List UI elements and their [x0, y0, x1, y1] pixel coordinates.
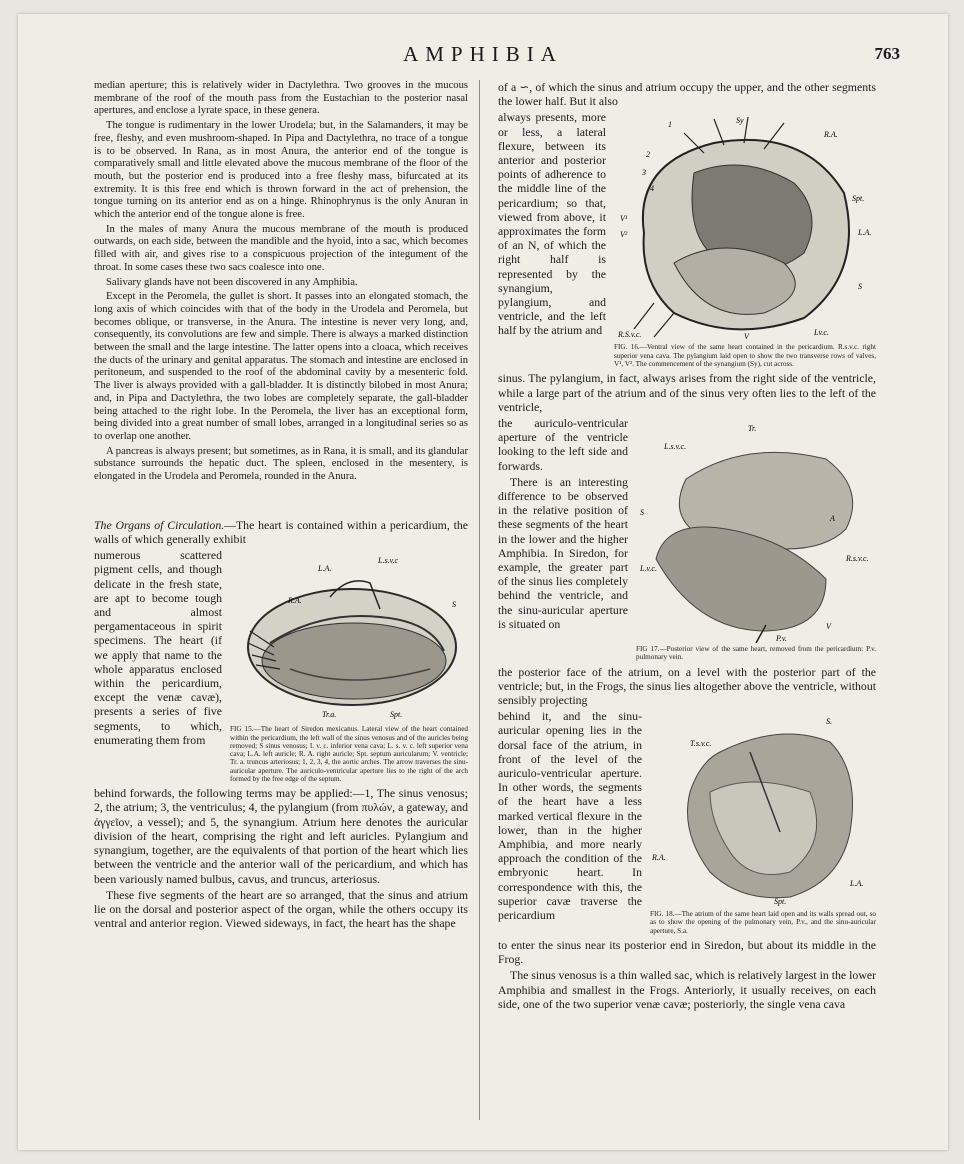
figure-15-caption: FIG 15.—The heart of Siredon mexicanus. Lateral view of the heart contained within the pericardium, the left wall of the sinus venosus and of the auricles being removed; S sinus venosus; I. v. c. inferior vena cava; L. s. v. c. left superior vena cava; L.A. left auricle; R. A. right auricle; Spt. septum auricularum; V. ventricle; Tr. a. truncus arteriosus; 1, 2, 3, 4, the aortic arches. The arrow traverses the sinu-auricular aperture. The auriculo-ventricular aperture lies to the right of the arch formed by the free edge of the septum. — [230, 725, 468, 783]
fig16-label: R.A. — [824, 130, 838, 140]
fig17-label: Tr. — [748, 423, 757, 433]
paragraph: Except in the Peromela, the gullet is short. It passes into an elongated stomach, the long axis of which coincides with that of the body in the Urodela and Peromela, but becomes oblique, or transverse, in the Anura. The intestine is never very long, and, consequently, its convolutions are few and simple. There is always a marked distinction between the small and the large intestine. The latter opens into a cloaca, which receives the ducts of the urinary and genital apparatus. The stomach and intestine are enclosed in peritoneum, and suspended to the roof of the abdominal cavity by a mesenteric fold. The liver is always provided with a gall-bladder. It is distinctly bilobed in most Anura; and, in Pipa and Dactylethra, the two lobes are completely separate, the gall-bladder being attached to the right lobe. In the Peromela, the liver has an exceptional form, being divided into a great number of small lobes, arranged in a longitudinal series so as to overlap one another. — [94, 291, 468, 442]
right-column — [498, 80, 876, 1013]
fig15-label: L.A. — [318, 564, 332, 574]
paragraph-head: —The heart is contained within a pericardium, the walls of which generally exhibit — [94, 517, 468, 546]
fig16-label: 1 — [668, 120, 672, 130]
fig17-label: L.v.c. — [640, 563, 657, 573]
fig17-label: L.s.v.c. — [664, 441, 687, 451]
paragraph: sinus. The pylangium, in fact, always arises from the right side of the ventricle, while a large part of the atrium and of the sinus very often lies to the left of the ventricle, — [498, 371, 876, 414]
paragraph: the auriculo-ventricular aperture of the ventricle looking to the left side and forwards. — [498, 415, 628, 473]
figure-15-illustration — [230, 551, 468, 723]
circulation-paragraph — [94, 518, 468, 546]
fig17-label: V — [826, 621, 831, 631]
paragraph: behind forwards, the following terms may be applied:—1, The sinus venosus; 2, the atrium; 3, the ventriculus; 4, the pylangium (from πυλών, a gateway, and ἀγγεῖον, a vessel); and 5, the synangium. Atrium here denotes the auricular division of the heart, comprising the right and left auricles. Pylangium and synangium, together, are the equivalents of that portion of the heart which lies between the ventricle and the anterior wall of the pericardium, and which has been variously named bulbus, cavus, and truncus, arteriosus. — [94, 786, 468, 886]
paragraph: behind it, and the sinu-auricular opening lies in the dorsal face of the atrium, in front of the level of the auriculo-ventricular aperture. In other words, the segments of the heart have a less marked vertical flexure in the lower, than in the higher Amphibia, and more nearly approach the condition of the embryonic heart. In correspondence with this, the superior cavæ traverse the pericardium — [498, 709, 642, 922]
paragraph: always presents, more or less, a lateral flexure, between its anterior and posterior points of adherence to the middle line of the pericardium; so that, viewed from above, it approximates the form of an N, of which the right half is represented by the synangium, pylangium, and ventricle, and the left half by the atrium and — [498, 110, 606, 338]
figure-18-illustration — [650, 712, 876, 908]
section-heading: The Organs of Circulation. — [94, 517, 225, 532]
paragraph: There is an interesting difference to be observed in the relative position of these segments of the heart in the lower and the higher Amphibia. In Siredon, for example, the greater part of the sinus lies completely behind the ventricle, and the sinu-auricular aperture is situated on — [498, 474, 628, 631]
paragraph: These five segments of the heart are so arranged, that the sinus and atrium lie on the dorsal and posterior aspect of the organ, while the others occupy its ventral and anterior region. Viewed sideways, in fact, the heart has the shape — [94, 887, 468, 931]
fig16-label: V¹ — [620, 214, 628, 224]
figure-17-caption: FIG 17.—Posterior view of the same heart, removed from the pericardium: P.v. pulmonary vein. — [636, 644, 876, 662]
fig16-label: V — [744, 332, 749, 342]
fig16-label: Sy — [736, 116, 744, 126]
figure-18-caption: FIG. 18.—The atrium of the same heart laid open and its walls spread out, so as to show the opening of the pulmonary vein, P.v., and the sinu-auricular aperture, S.a. — [650, 910, 876, 935]
paragraph: In the males of many Anura the mucous membrane of the mouth is produced outwards, on each side, between the mandible and the hyoid, into a sac, which becomes filled with air, and gives rise to a conspicuous projection of the integument of the throat. In some cases these two sacs coalesce into one. — [94, 223, 468, 273]
document-page — [18, 14, 948, 1150]
fig17-label: P.v. — [776, 633, 787, 643]
fig15-label: L.s.v.c — [378, 556, 399, 566]
paragraph: the posterior face of the atrium, on a level with the posterior part of the ventricle; but, in the Frogs, the sinus lies altogether above the ventricle, without sensibly projecting — [498, 664, 876, 707]
fig18-label: L.A. — [850, 879, 864, 889]
paragraph: median aperture; this is relatively wider in Dactylethra. Two grooves in the mucous membrane of the roof of the mouth pass from the Eustachian to the posterior nasal apertures, and enclose a lyrate space, in these genera. — [94, 80, 468, 117]
fig18-label: T.s.v.c. — [690, 739, 712, 749]
fig16-label: L.A. — [858, 228, 872, 238]
left-column — [94, 80, 468, 932]
figure-16-caption: FIG. 16.—Ventral view of the same heart contained in the pericardium. R.s.v.c. right superior vena cava. The pylangium laid open to show the two transverse rows of valves, V¹, V². The commencement of the synangium (Sy), cut across. — [614, 343, 876, 368]
fig18-label: S. — [826, 717, 832, 727]
fig16-label: S — [858, 282, 862, 292]
running-title: AMPHIBIA — [403, 42, 563, 66]
figure-16 — [614, 113, 876, 368]
fig16-label: 4 — [650, 184, 654, 194]
fig17-label: S — [640, 507, 644, 517]
fig16-label: 3 — [642, 168, 646, 178]
fig16-label: Lv.c. — [814, 328, 829, 338]
fig15-label: S — [452, 600, 456, 610]
fig16-label: 2 — [646, 150, 650, 160]
fig17-label: R.s.v.c. — [846, 553, 869, 563]
paragraph: The sinus venosus is a thin walled sac, which is relatively largest in the lower Amphibia and smallest in the Frogs. Anteriorly, it usually receives, on each side, one of the two superior venæ cavæ; posteriorly, the single vena cava — [498, 968, 876, 1011]
fig16-label: R.S.v.c. — [618, 330, 642, 340]
fig17-label: A — [830, 513, 835, 523]
fig18-label: Spt. — [774, 897, 787, 907]
figure-17 — [636, 419, 876, 662]
paragraph: The tongue is rudimentary in the lower Urodela; but, in the Salamanders, it may be free, fleshy, and even mushroom-shaped. In Pipa and Dactylethra, no trace of a tongue is to be observed. In Rana, as in most Anura, the anterior end of the tongue is comparatively small and little elevated above the mucous membrane of the floor of the mouth, but the posterior end is produced into a free fleshy mass, bifurcated at its extremity. It is this free end which is thrown forward in the act of prehension, the tongue turning on its anterior end as on a hinge. Rhinophrynus is the only Anuran in which the anterior end of the tongue alone is free. — [94, 120, 468, 221]
paragraph: to enter the sinus near its posterior end in Siredon, but about its middle in the Frog. — [498, 938, 876, 967]
figure-17-illustration — [636, 419, 876, 643]
figure-18 — [650, 712, 876, 935]
figure-15 — [230, 551, 468, 783]
page-number: 763 — [874, 44, 900, 63]
paragraph: of a ∽, of which the sinus and atrium occupy the upper, and the other segments the lower half. But it also — [498, 80, 876, 109]
fig18-label: R.A. — [652, 853, 666, 863]
fig16-label: V² — [620, 230, 628, 240]
fig16-label: Spt. — [852, 194, 865, 204]
paragraph: numerous scattered pigment cells, and though delicate in the fresh state, are apt to become tough and almost pergamentaceous in spirit specimens. The heart (if we apply that name to the whole apparatus enclosed within the pericardium, except the venæ cavæ), presents a series of five segments, to which, enumerating them from — [94, 548, 222, 747]
paragraph: Salivary glands have not been discovered in any Amphibia. — [106, 276, 358, 288]
page-header — [18, 42, 948, 72]
fig15-label: Spt. — [390, 710, 403, 720]
paragraph: A pancreas is always present; but sometimes, as in Rana, it is small, and its glandular substance surrounds the hepatic duct. The spleen, enclosed in the mesentery, is elongated in the Urodela and Peromela, rounded in the Anura. — [94, 445, 468, 483]
fig15-label: R.A. — [288, 596, 302, 606]
column-divider — [479, 80, 480, 1120]
fig15-label: Tr.a. — [322, 710, 337, 720]
figure-16-illustration — [614, 113, 876, 341]
